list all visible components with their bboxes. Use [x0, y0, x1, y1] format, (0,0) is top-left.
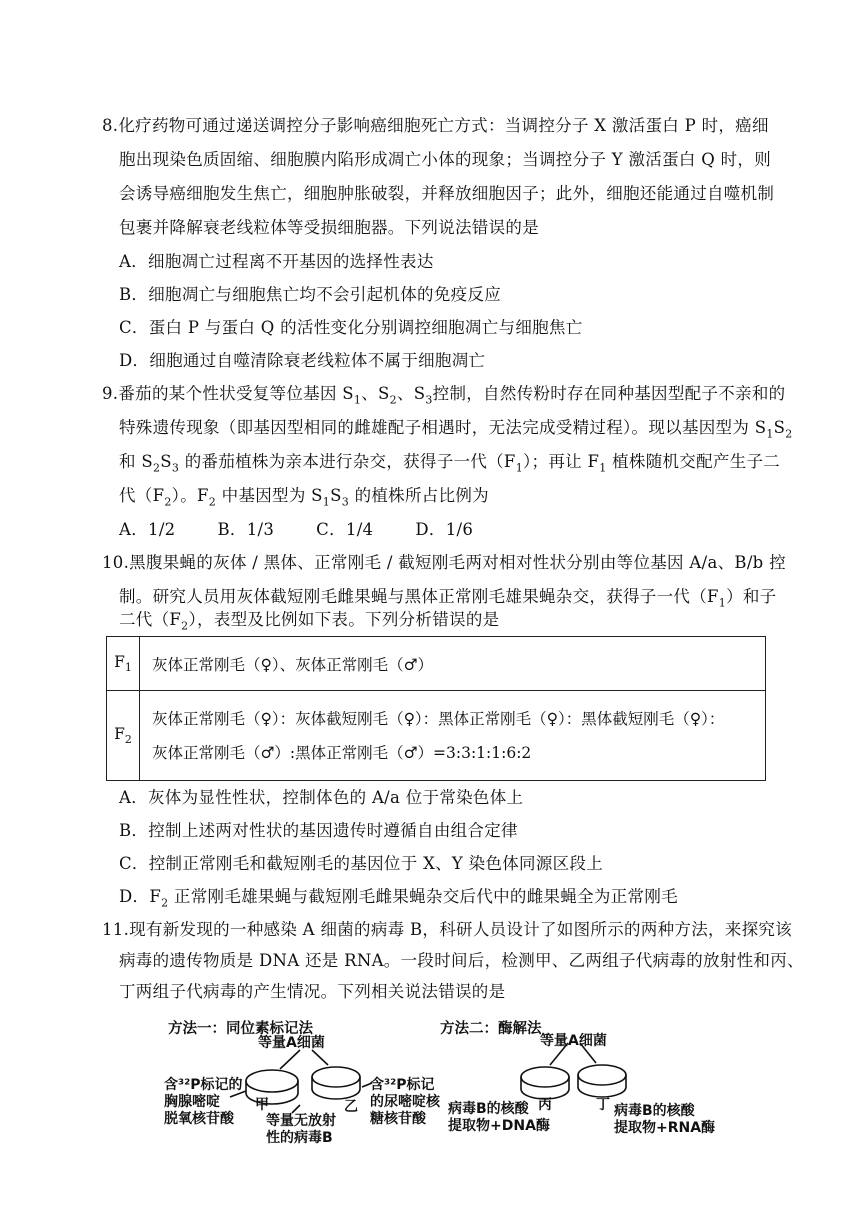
q8-option-d: D．细胞通过自噬清除衰老线粒体不属于细胞凋亡: [119, 351, 486, 370]
f2-phenotypes: [140, 691, 766, 781]
q8-line-3: 会诱导癌细胞发生焦亡，细胞肿胀破裂，并释放细胞因子；此外，细胞还能通过自噬机制: [119, 184, 775, 203]
q10-line-2: 制。研究人员用灰体截短刚毛雌果蝇与黑体正常刚毛雄果蝇杂交，获得子一代$(F_1)$和子: [119, 587, 777, 610]
arrow-bacteria-jia: [280, 1050, 300, 1069]
virus-label: 等量无放射 性的病毒B: [266, 1113, 336, 1146]
q8-line-4: 包裹并降解衰老线粒体等受损细胞器。下列说法错误的是: [119, 218, 539, 237]
experiment-figure: [0, 1005, 867, 1185]
q9-line-3: 和 $S_2S_3$ 的番茄植株为亲本进行杂交，获得子一代$(F_1)$；再让 $F_1$ 植株随机交配产生子二: [119, 452, 781, 475]
q11-line-2: 病毒的遗传物质是 DNA 还是 RNA。一段时间后，检测甲、乙两组子代病毒的放射性和丙、: [119, 951, 804, 970]
q8-line-2: 胞出现染色质固缩、细胞膜内陷形成凋亡小体的现象；当调控分子 Y 激活蛋白 Q 时，则: [119, 150, 771, 169]
petri-dish-bing: [521, 1067, 569, 1099]
method1-title: 方法一：同位素标记法: [168, 1021, 313, 1037]
q9-choice-c: C．1/4: [316, 520, 374, 539]
q8-option-c: C．蛋白 P 与蛋白 Q 的活性变化分别调控细胞凋亡与细胞焦亡: [119, 318, 583, 337]
petri-dish-ding: [578, 1065, 626, 1097]
f1-label: $F_1$: [107, 637, 140, 691]
f2-label: $F_2$: [107, 691, 140, 781]
q8-option-b: B．细胞凋亡与细胞焦亡均不会引起机体的免疫反应: [119, 285, 502, 304]
dish-label-bing: 丙: [538, 1097, 552, 1113]
arrow-bacteria-yi: [312, 1050, 328, 1065]
left-reagent-label: 含³²P标记的 胸腺嘧啶 脱氧核苷酸: [164, 1077, 243, 1127]
q8-option-a: A．细胞凋亡过程离不开基因的选择性表达: [119, 252, 434, 271]
q10-option-b: B．控制上述两对性状的基因遗传时遵循自由组合定律: [119, 821, 518, 840]
q10-option-d: D．$F_2$ 正常刚毛雄果蝇与截短刚毛雌果蝇杂交后代中的雌果蝇全为正常刚毛: [119, 887, 678, 910]
table-row: [107, 691, 766, 781]
bacteria-label-1: 等量A细菌: [258, 1035, 325, 1051]
q8-line-1: 8.化疗药物可通过递送调控分子影响癌细胞死亡方式：当调控分子 X 激活蛋白 P 时，癌细: [102, 116, 769, 135]
q9-line-2: 特殊遗传现象（即基因型相同的雌雄配子相遇时，无法完成受精过程）。现以基因型为 $S_1S_2$: [119, 418, 793, 441]
q9-choice-a: A．1/2: [119, 520, 176, 539]
q11-line-1: 11.现有新发现的一种感染 A 细菌的病毒 B，科研人员设计了如图所示的两种方法，来探究该: [102, 920, 793, 939]
table-row: [107, 637, 766, 691]
f2-line-2: 灰体正常刚毛（♂）:黑体正常刚毛（♂）=3:3:1:1:6:2: [152, 743, 532, 762]
q9-line-4: 代$(F_2)$。$F_2$ 中基因型为 $S_1S_3$ 的植株所占比例为: [119, 486, 489, 509]
q10-line-1: 10.黑腹果蝇的灰体 / 黑体、正常刚毛 / 截短刚毛两对相对性状分别由等位基因 A/a、B/b 控: [102, 553, 786, 572]
q9-choice-d: D．1/6: [415, 520, 474, 539]
ding-reagent-label: 病毒B的核酸 提取物+RNA酶: [614, 1103, 716, 1136]
f1-phenotypes: 灰体正常刚毛（♀）、灰体正常刚毛（♂）: [140, 637, 766, 691]
q9-choices: [119, 516, 515, 540]
q10-line-3: 二代$(F_2)$，表型及比例如下表。下列分析错误的是: [119, 610, 500, 633]
q10-option-a: A．灰体为显性性状，控制体色的 A/a 位于常染色体上: [119, 788, 524, 807]
dish-label-ding: 丁: [596, 1097, 610, 1113]
right-reagent-label: 含³²P标记 的尿嘧啶核 糖核苷酸: [370, 1077, 440, 1127]
q11-line-3: 丁两组子代病毒的产生情况。下列相关说法错误的是: [119, 982, 506, 1001]
petri-dish-yi: [312, 1067, 360, 1099]
q9-line-1: 9.番茄的某个性状受复等位基因 $S_1$、$S_2$、$S_3$控制，自然传粉时存在同种基因型配子不亲和的: [102, 384, 786, 407]
dish-label-yi: 乙: [344, 1099, 358, 1115]
q10-option-c: C．控制正常刚毛和截短刚毛的基因位于 X、Y 染色体同源区段上: [119, 854, 604, 873]
dish-label-jia: 甲: [255, 1097, 269, 1113]
bing-reagent-label: 病毒B的核酸 提取物+DNA酶: [448, 1101, 550, 1134]
pointer-virus: [292, 1105, 300, 1113]
method2-title: 方法二：酶解法: [440, 1021, 542, 1037]
bacteria-label-2: 等量A细菌: [540, 1033, 607, 1049]
q9-choice-b: B．1/3: [217, 520, 275, 539]
petri-dish-jia: [246, 1070, 298, 1104]
f2-line-1: 灰体正常刚毛（♀）：灰体截短刚毛（♀）：黑体正常刚毛（♀）：黑体截短刚毛（♀）：: [152, 709, 725, 728]
q10-results-table: [106, 636, 766, 781]
